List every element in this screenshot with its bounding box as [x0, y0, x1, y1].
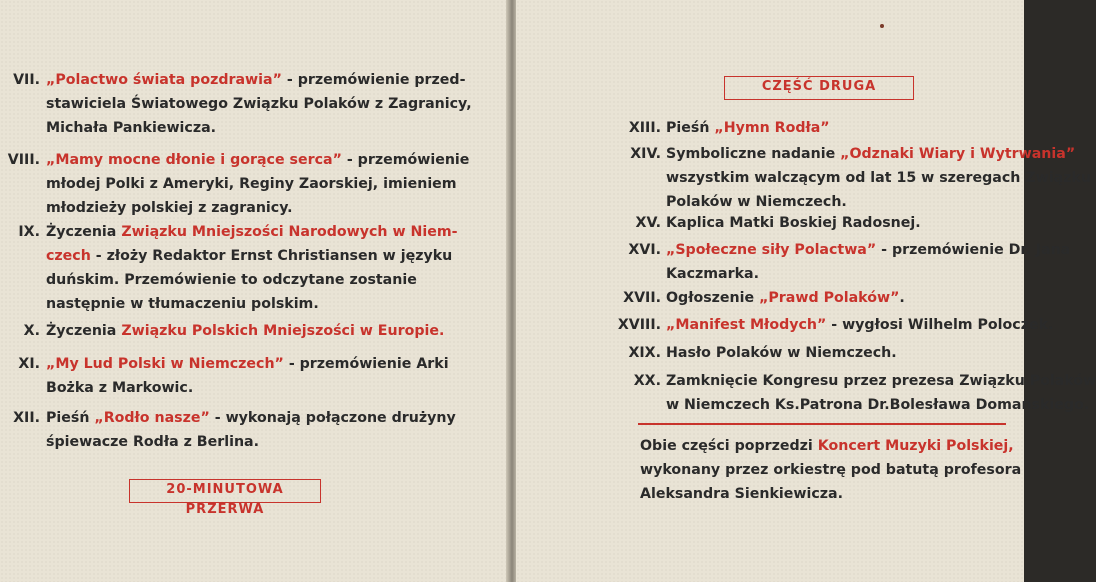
item-number: XIII.	[628, 120, 661, 136]
item-text	[666, 142, 1091, 214]
plain-text: - przemówienie młodej Polki z Ameryki, Reginy Zaorskiej, imieniem młodzieży polskiej z zagranicy.	[46, 152, 470, 216]
item-text	[666, 341, 1016, 365]
left-page	[0, 0, 508, 582]
item-text	[46, 68, 496, 140]
highlighted-text: „My Lud Polski w Niemczech”	[46, 356, 284, 372]
plain-text: - złoży Redaktor Ernst Christiansen w języku duńskim. Przemówienie to odczytane zostanie następnie w tłumaczeniu polskim.	[46, 248, 453, 312]
plain-text: wszystkim walczącym od lat 15 w szeregach Związku Polaków w Niemczech.	[666, 170, 1091, 210]
section-heading-box: CZĘŚĆ DRUGA	[724, 76, 914, 100]
item-number: XX.	[633, 373, 661, 389]
plain-text: - wygłosi Wilhelm Poloczek.	[826, 317, 1054, 333]
item-number: XIV.	[630, 146, 661, 162]
highlighted-text: „Polactwo świata pozdrawia”	[46, 72, 282, 88]
item-number: XV.	[635, 215, 661, 231]
item-number: XVII.	[623, 290, 661, 306]
item-text	[666, 286, 1016, 310]
red-divider	[638, 423, 1006, 425]
item-text	[666, 211, 1016, 235]
plain-text: Kaplica Matki Boskiej Radosnej.	[666, 215, 921, 231]
plain-text: - wykonają połączone drużyny śpiewacze Rodła z Berlina.	[46, 410, 456, 450]
item-text	[46, 406, 496, 454]
plain-text: Zamknięcie Kongresu przez prezesa Związku Polaków w Niemczech Ks.Patrona Dr.Bolesława Domańskiego.	[666, 373, 1096, 413]
plain-text: - przemówienie Dr. Jana Kaczmarka.	[666, 242, 1071, 282]
highlighted-text: „Społeczne siły Polactwa”	[666, 242, 877, 258]
item-number: XIX.	[628, 345, 661, 361]
item-text	[46, 220, 496, 316]
highlighted-text: „Prawd Polaków”	[759, 290, 900, 306]
item-number: IX.	[18, 224, 40, 240]
plain-text: wykonany przez orkiestrę pod batutą profesora Aleksandra Sienkiewicza.	[640, 462, 1022, 502]
plain-text: Obie części poprzedzi	[640, 438, 818, 454]
item-text	[46, 352, 496, 400]
plain-text: Życzenia	[46, 224, 122, 240]
plain-text: Ogłoszenie	[666, 290, 760, 306]
item-text	[666, 369, 1096, 417]
item-number: VII.	[13, 72, 40, 88]
highlighted-text: „Manifest Młodych”	[666, 317, 827, 333]
item-number: XVIII.	[617, 317, 661, 333]
item-number: XVI.	[628, 242, 661, 258]
plain-text: Hasło Polaków w Niemczech.	[666, 345, 897, 361]
plain-text: .	[899, 290, 905, 306]
plain-text: - przemówienie przed- stawiciela Światowego Związku Polaków z Zagranicy, Michała Pankiewicza.	[46, 72, 472, 136]
highlighted-text: „Odznaki Wiary i Wytrwania”	[840, 146, 1076, 162]
item-number: XII.	[13, 410, 40, 426]
highlighted-text: „Mamy mocne dłonie i gorące serca”	[46, 152, 342, 168]
plain-text: - przemówienie Arki Bożka z Markowic.	[46, 356, 449, 396]
highlighted-text: „Rodło nasze”	[94, 410, 210, 426]
highlighted-text: Związku Mniejszości Narodowych w Niem- czech	[46, 224, 458, 264]
item-text	[46, 319, 496, 343]
item-text	[666, 238, 1071, 286]
highlighted-text: Związku Polskich Mniejszości w Europie.	[121, 323, 445, 339]
item-text	[666, 116, 1016, 140]
item-text	[666, 313, 1054, 337]
item-number: XI.	[18, 356, 40, 372]
item-text	[46, 148, 496, 220]
closing-note-text	[640, 434, 1022, 506]
highlighted-text: „Hymn Rodła”	[714, 120, 830, 136]
plain-text: Życzenia	[46, 323, 122, 339]
highlighted-text: Koncert Muzyki Polskiej,	[817, 438, 1014, 454]
item-number: X.	[23, 323, 40, 339]
right-page	[516, 0, 1096, 582]
plain-text: Symboliczne nadanie	[666, 146, 841, 162]
plain-text: Pieśń	[666, 120, 715, 136]
intermission-box: 20-MINUTOWA PRZERWA	[129, 479, 321, 503]
paper-speck	[880, 24, 884, 28]
item-number: VIII.	[7, 152, 40, 168]
plain-text: Pieśń	[46, 410, 95, 426]
